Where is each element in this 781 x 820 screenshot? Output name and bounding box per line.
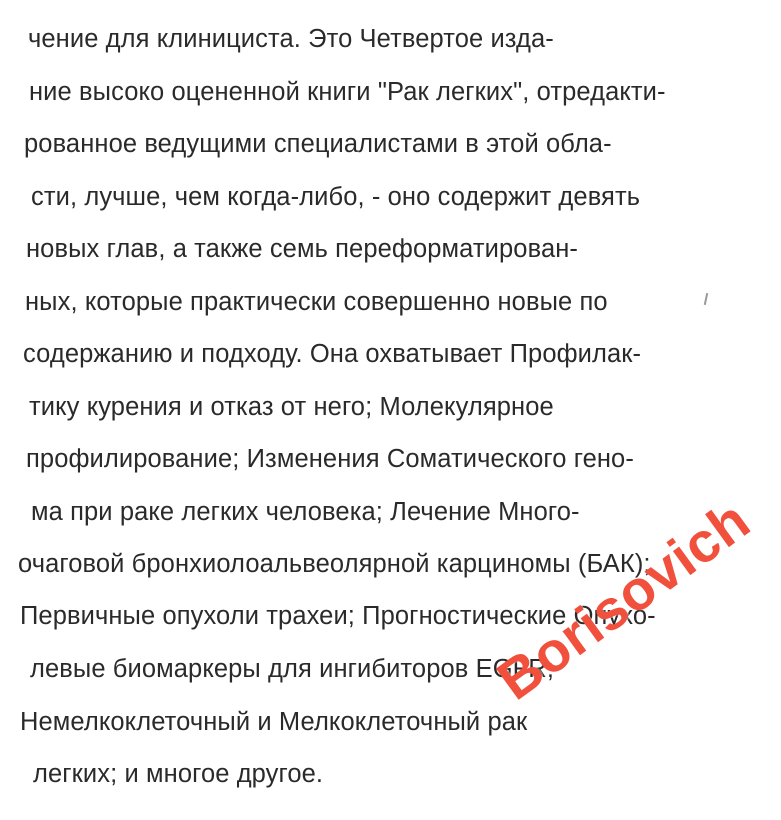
watermark: Borisovich <box>485 487 761 712</box>
text-line: левые биомаркеры для ингибиторов EGFR; <box>30 655 555 683</box>
text-line: ных, которые практически совершенно новые по <box>25 288 608 316</box>
text-line: очаговой бронхиолоальвеолярной карциномы (БАК); <box>18 550 651 578</box>
stray-mark <box>704 293 708 305</box>
text-line: тику курения и отказ от него; Молекулярное <box>29 393 554 421</box>
text-line: Первичные опухоли трахеи; Прогностические Опухо- <box>20 602 656 630</box>
text-line: профилирование; Изменения Соматического гено- <box>26 445 634 473</box>
cut-off-previous-line <box>20 0 720 4</box>
text-line: ние высоко оцененной книги "Рак легких", отредакти- <box>29 78 666 106</box>
text-line: сти, лучше, чем когда-либо, - оно содержит девять <box>31 183 641 211</box>
text-line: содержанию и подходу. Она охватывает Профилак- <box>23 340 642 368</box>
text-line: легких; и многое другое. <box>33 760 324 788</box>
text-line: рованное ведущими специалистами в этой обла- <box>24 130 612 158</box>
text-line: новых глав, а также семь переформатирован- <box>26 235 579 263</box>
text-line: Немелкоклеточный и Мелкоклеточный рак <box>20 708 528 736</box>
text-line: ма при раке легких человека; Лечение Много- <box>31 498 580 526</box>
text-line: чение для клинициста. Это Четвертое изда- <box>28 25 554 53</box>
